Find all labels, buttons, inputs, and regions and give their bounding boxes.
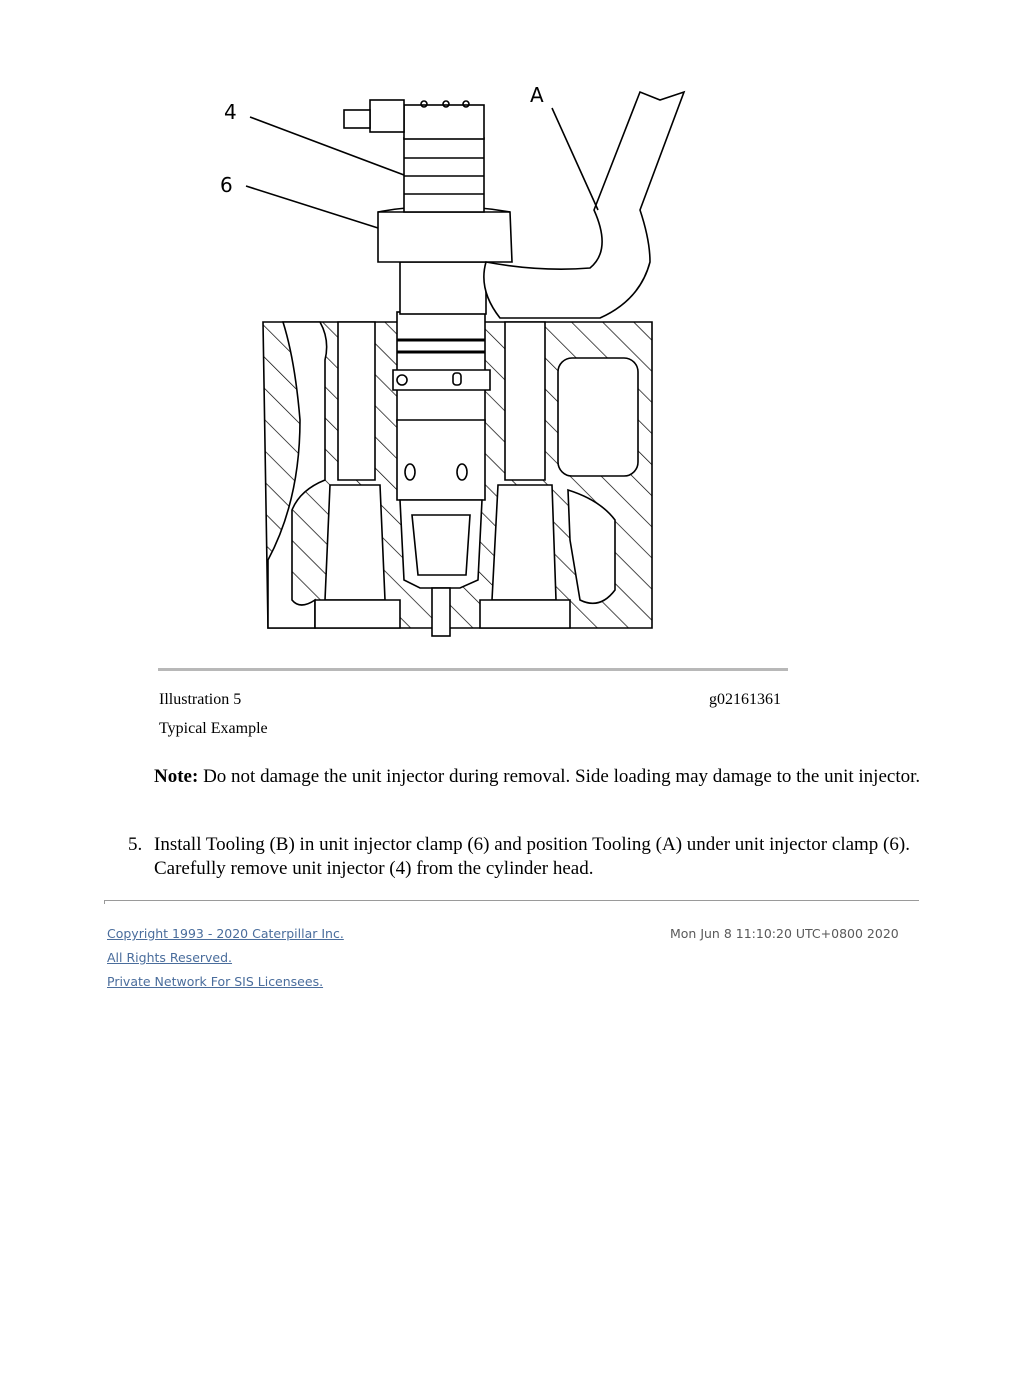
footer-divider [104,900,919,901]
callout-4: 4 [224,100,237,124]
footer-timestamp: Mon Jun 8 11:10:20 UTC+0800 2020 [670,926,899,941]
rights-link[interactable]: All Rights Reserved. [107,950,233,965]
step-text: Install Tooling (B) in unit injector clamp (6) and position Tooling (A) under unit injector clamp (6). Carefully remove unit injector (4) from the cylinder head. [154,834,910,879]
illustration-subtitle: Typical Example [159,720,268,737]
note-text: Do not damage the unit injector during removal. Side loading may damage to the unit injector. [198,766,921,787]
illustration-label: Illustration 5 [159,691,242,708]
figure-divider [158,668,788,671]
note-prefix: Note: [154,766,199,787]
network-link[interactable]: Private Network For SIS Licensees. [107,974,324,989]
copyright-link[interactable]: Copyright 1993 - 2020 Caterpillar Inc. [107,926,344,941]
injector-diagram-svg [150,70,710,650]
callout-6: 6 [220,173,233,197]
note-paragraph [154,765,924,789]
illustration-id: g02161361 [709,691,781,708]
step-number: 5. [128,834,143,855]
injector-illustration [150,70,710,650]
callout-a: A [530,83,544,107]
